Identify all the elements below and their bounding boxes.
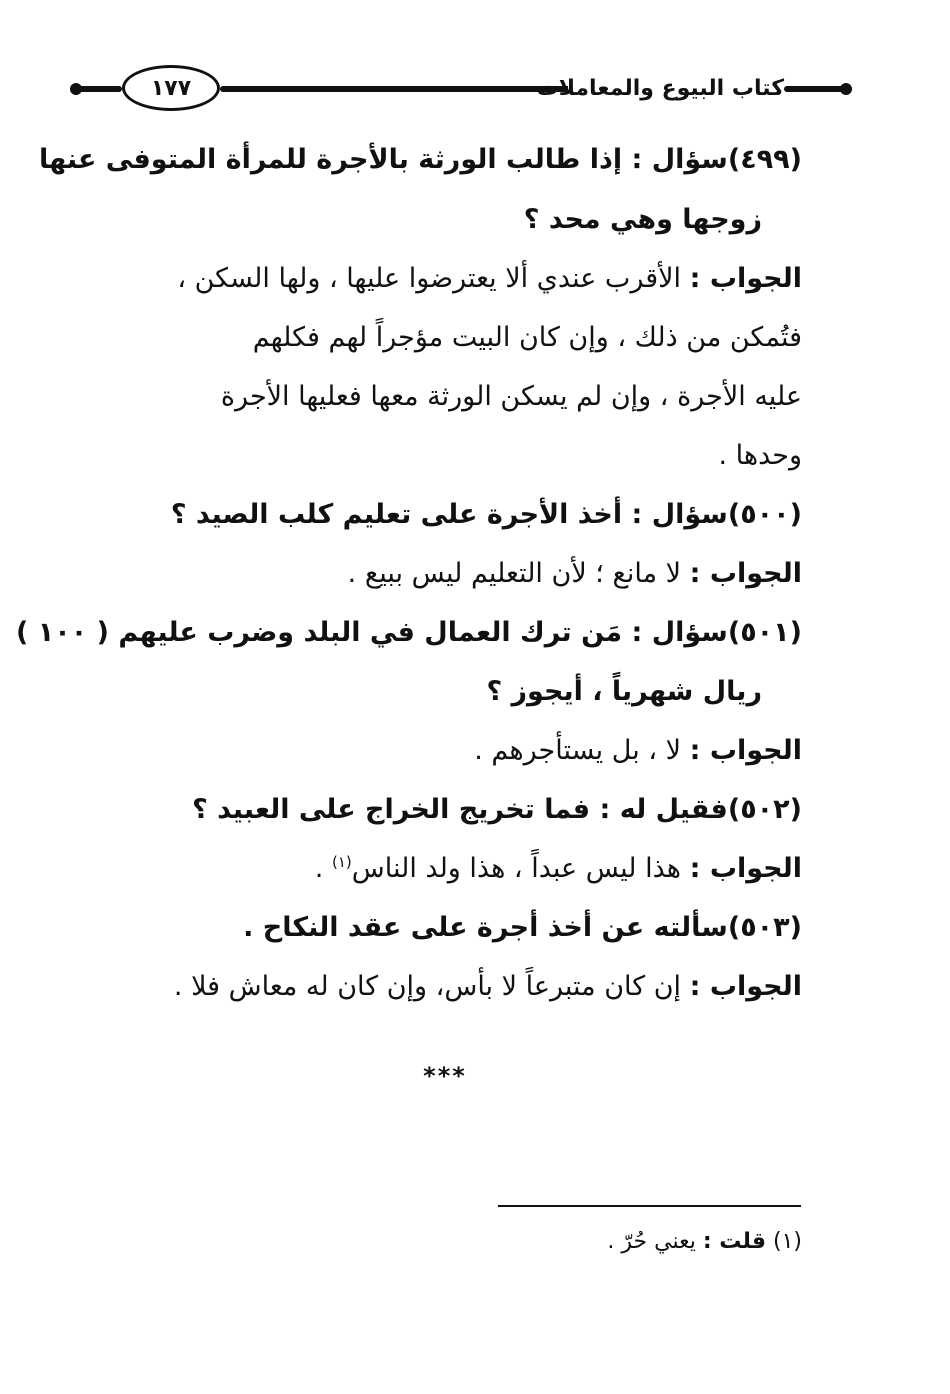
question-500 xyxy=(171,487,802,543)
answer-text: لا ، بل يستأجرهم . xyxy=(474,735,682,766)
question-number: (٥٠١) xyxy=(727,617,802,648)
footnote-reference[interactable]: (١) xyxy=(331,853,352,871)
footnote-label: قلت : xyxy=(702,1229,766,1254)
question-number: (٥٠٢) xyxy=(727,794,802,825)
answer-label: الجواب : xyxy=(689,558,802,589)
section-separator: *** xyxy=(423,1062,467,1090)
question-number: (٤٩٩) xyxy=(727,144,802,175)
answer-label: الجواب : xyxy=(689,735,802,766)
header-ornament-dot xyxy=(840,83,852,95)
answer-text: الأقرب عندي ألا يعترضوا عليها ، ولها السكن ، xyxy=(177,263,682,294)
question-503 xyxy=(243,900,802,956)
answer-text: لا مانع ؛ لأن التعليم ليس ببيع . xyxy=(347,558,682,589)
question-499 xyxy=(39,132,802,188)
footnote-divider xyxy=(498,1205,801,1207)
page-header xyxy=(70,62,852,118)
footnote-text: يعني حُرّ . xyxy=(607,1229,696,1254)
header-rule xyxy=(70,86,122,92)
question-text: سألته عن أخذ أجرة على عقد النكاح . xyxy=(243,912,728,943)
footnote xyxy=(607,1222,802,1262)
question-501 xyxy=(16,605,802,661)
answer-501 xyxy=(474,723,802,779)
question-502 xyxy=(192,782,802,838)
answer-end: . xyxy=(314,853,324,884)
book-title: كتاب البيوع والمعاملات xyxy=(568,72,784,106)
page-number: ١٧٧ xyxy=(122,65,220,111)
answer-500 xyxy=(348,546,802,602)
answer-label: الجواب : xyxy=(689,853,802,884)
answer-502 xyxy=(315,841,802,897)
question-text: فقيل له : فما تخريج الخراج على العبيد ؟ xyxy=(192,794,728,825)
answer-499-line2: فتُمكن من ذلك ، وإن كان البيت مؤجراً لهم فكلهم xyxy=(252,322,802,353)
question-499-cont: زوجها وهي محد ؟ xyxy=(523,204,762,235)
answer-label: الجواب : xyxy=(689,971,802,1002)
question-text: سؤال : إذا طالب الورثة بالأجرة للمرأة المتوفى عنها xyxy=(38,144,728,175)
question-text: سؤال : مَن ترك العمال في البلد وضرب عليهم ( ١٠٠ ) xyxy=(16,617,728,648)
question-number: (٥٠٠) xyxy=(727,499,802,530)
question-501-cont: ريال شهرياً ، أيجوز ؟ xyxy=(486,676,762,707)
answer-text: هذا ليس عبداً ، هذا ولد الناس xyxy=(351,853,682,884)
footnote-mark: (١) xyxy=(772,1229,802,1254)
answer-499-line3: عليه الأجرة ، وإن لم يسكن الورثة معها فعليها الأجرة xyxy=(220,381,802,412)
answer-499-line4: وحدها . xyxy=(718,440,802,471)
question-text: سؤال : أخذ الأجرة على تعليم كلب الصيد ؟ xyxy=(170,499,728,530)
answer-503 xyxy=(174,959,802,1015)
answer-text: إن كان متبرعاً لا بأس، وإن كان له معاش فلا . xyxy=(173,971,682,1002)
answer-499 xyxy=(177,251,802,307)
question-number: (٥٠٣) xyxy=(727,912,802,943)
answer-label: الجواب : xyxy=(689,263,802,294)
